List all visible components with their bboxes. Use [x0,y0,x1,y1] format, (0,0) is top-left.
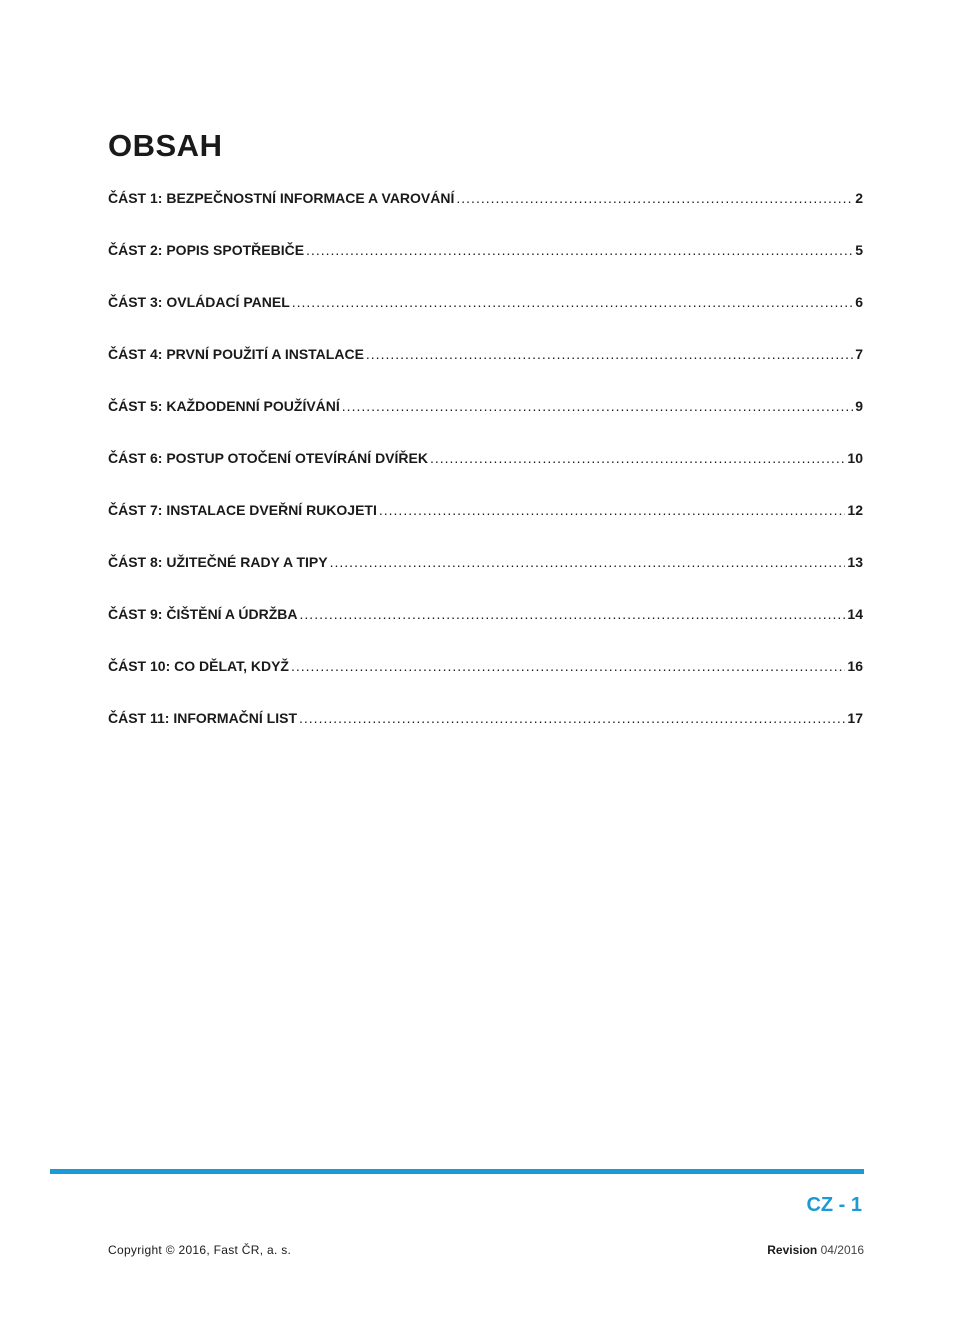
toc-entry-5[interactable] [108,398,863,450]
toc-dot-leader [330,554,846,570]
toc-dot-leader [306,242,853,258]
toc-entry-3[interactable] [108,294,863,346]
toc-entry-11[interactable] [108,710,863,762]
toc-entry-label: ČÁST 10: CO DĚLAT, KDYŽ [108,658,289,674]
footer-divider [50,1169,864,1174]
toc-dot-leader [366,346,853,362]
toc-entry-label: ČÁST 2: POPIS SPOTŘEBIČE [108,242,305,258]
revision-label: Revision [767,1243,818,1257]
revision-value: 04/2016 [820,1243,864,1257]
toc-entry-page: 5 [855,242,863,258]
toc-entry-10[interactable] [108,658,863,710]
toc-entry-page: 16 [847,658,863,674]
toc-entry-page: 13 [847,554,863,570]
toc-entry-page: 17 [847,710,863,726]
toc-entry-2[interactable] [108,242,863,294]
toc-entry-8[interactable] [108,554,863,606]
toc-entry-label: ČÁST 9: ČIŠTĚNÍ A ÚDRŽBA [108,606,298,622]
toc-entry-label: ČÁST 11: INFORMAČNÍ LIST [108,710,298,726]
toc-entry-label: ČÁST 1: BEZPEČNOSTNÍ INFORMACE A VAROVÁNÍ [108,190,455,206]
revision-info [767,1243,864,1257]
toc-dot-leader [300,606,846,622]
toc-entry-9[interactable] [108,606,863,658]
toc-dot-leader [299,710,845,726]
toc-entry-6[interactable] [108,450,863,502]
toc-entry-label: ČÁST 8: UŽITEČNÉ RADY A TIPY [108,554,328,570]
toc-entry-4[interactable] [108,346,863,398]
page-number: CZ - 1 [806,1194,862,1216]
toc-entry-label: ČÁST 6: POSTUP OTOČENÍ OTEVÍRÁNÍ DVÍŘEK [108,450,428,466]
toc-entry-label: ČÁST 5: KAŽDODENNÍ POUŽÍVÁNÍ [108,398,340,414]
toc-dot-leader [291,658,845,674]
page-title: OBSAH [108,128,223,163]
toc-dot-leader [292,294,853,310]
toc-entry-page: 10 [847,450,863,466]
toc-dot-leader [430,450,845,466]
toc-entry-label: ČÁST 3: OVLÁDACÍ PANEL [108,294,290,310]
toc-entry-page: 6 [855,294,863,310]
toc-entry-1[interactable] [108,190,863,242]
toc-dot-leader [342,398,853,414]
toc-entry-page: 2 [855,190,863,206]
copyright-notice: Copyright © 2016, Fast ČR, a. s. [108,1243,292,1257]
toc-entry-label: ČÁST 4: PRVNÍ POUŽITÍ A INSTALACE [108,346,364,362]
toc-dot-leader [456,190,853,206]
toc-entry-label: ČÁST 7: INSTALACE DVEŘNÍ RUKOJETI [108,502,377,518]
toc-entry-page: 12 [847,502,863,518]
toc-entry-page: 9 [855,398,863,414]
toc-entry-page: 7 [855,346,863,362]
toc-entry-page: 14 [847,606,863,622]
toc-dot-leader [379,502,846,518]
toc-entry-7[interactable] [108,502,863,554]
table-of-contents [108,190,863,762]
